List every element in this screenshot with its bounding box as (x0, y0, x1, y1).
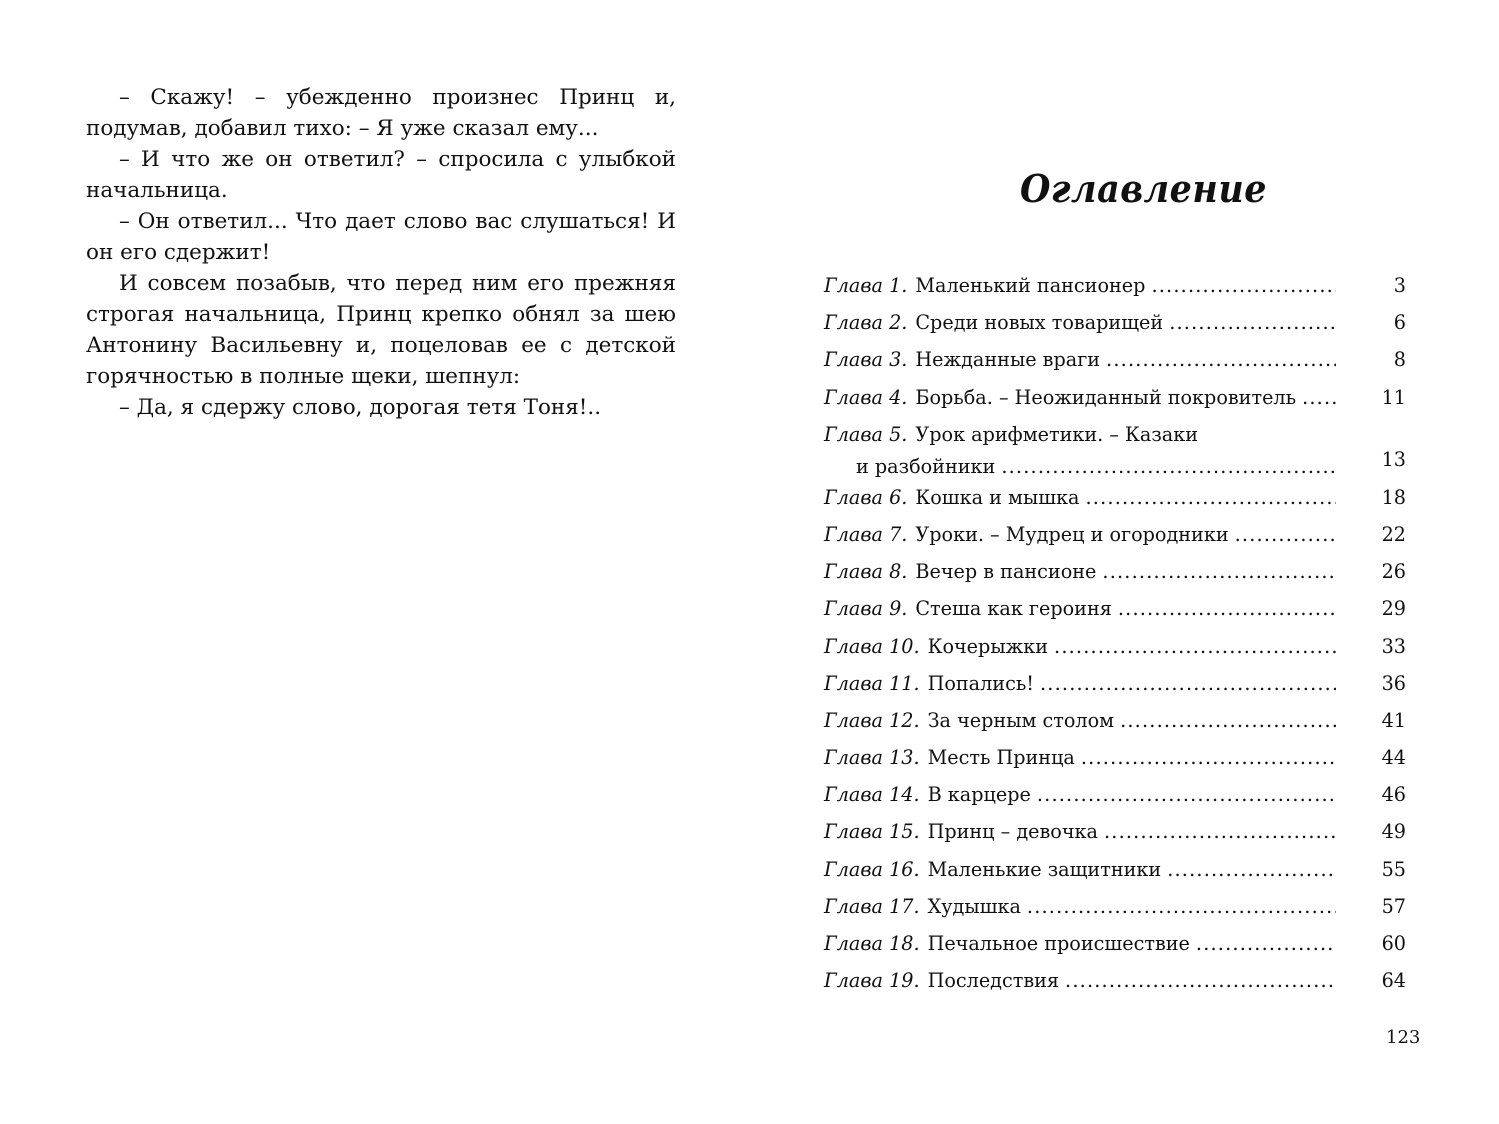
dot-leader (1167, 854, 1336, 886)
chapter-title: В карцере (927, 783, 1031, 807)
toc-entry[interactable] (824, 668, 1406, 705)
dot-leader (1235, 519, 1336, 551)
page-number: 57 (1381, 894, 1406, 918)
paragraph: – Да, я сдержу слово, дорогая тетя Тоня!.. (119, 395, 602, 420)
left-page (86, 82, 676, 423)
chapter-number: Глава 15. (824, 820, 920, 844)
chapter-title: Маленький пансионер (915, 274, 1146, 297)
page-number: 36 (1381, 671, 1406, 695)
chapter-number: Глава 19. (824, 969, 920, 993)
chapter-number: Глава 9. (824, 597, 908, 621)
dot-leader (1086, 482, 1337, 514)
toc-entry[interactable] (824, 705, 1406, 742)
chapter-title: Вечер в пансионе (915, 560, 1097, 584)
page-number: 3 (1393, 274, 1406, 297)
chapter-number: Глава 7. (824, 522, 908, 546)
toc-entry[interactable] (824, 779, 1406, 816)
toc-entry[interactable] (824, 816, 1406, 853)
dot-leader (1065, 965, 1336, 997)
chapter-title: Месть Принца (927, 746, 1075, 770)
chapter-title: Уроки. – Мудрец и огородники (915, 522, 1229, 546)
chapter-title: Среди новых товарищей (915, 311, 1164, 335)
dot-leader (1302, 382, 1336, 414)
dot-leader (1027, 891, 1336, 923)
page-number: 11 (1381, 385, 1406, 409)
right-page (824, 0, 1424, 1124)
chapter-title: Маленькие защитники (927, 857, 1162, 881)
chapter-number: Глава 14. (824, 783, 920, 807)
chapter-number: Глава 11. (824, 671, 920, 695)
chapter-number: Глава 1. (824, 274, 908, 297)
chapter-title: Кочерыжки (927, 634, 1049, 658)
page-folio: 123 (1386, 1027, 1421, 1048)
page-number: 13 (1381, 447, 1406, 471)
page-number: 29 (1381, 597, 1406, 621)
paragraph: И совсем позабыв, что перед ним его прежняя строгая начальница, Принц крепко обнял за шею Антонину Васильевну и, поцеловав ее с детской горячностью в полные щеки, шепнул: (86, 271, 676, 389)
page-number: 46 (1381, 783, 1406, 807)
dot-leader (1054, 631, 1336, 663)
page-number: 18 (1381, 485, 1406, 509)
page-number: 60 (1381, 932, 1406, 955)
chapter-number: Глава 18. (824, 932, 920, 955)
chapter-title: Принц – девочка (927, 820, 1098, 844)
toc-entry[interactable] (824, 891, 1406, 928)
chapter-number: Глава 12. (824, 708, 920, 732)
dot-leader (1106, 344, 1336, 376)
page-number: 44 (1381, 746, 1406, 770)
chapter-number: Глава 6. (824, 485, 908, 509)
dot-leader (1102, 556, 1336, 588)
paragraph: – И что же он ответил? – спросила с улыбкой начальница. (86, 147, 676, 203)
toc-entry[interactable] (824, 270, 1406, 307)
toc-entry[interactable] (824, 382, 1406, 419)
page-number: 41 (1381, 708, 1406, 732)
dot-leader (1037, 779, 1336, 811)
chapter-number: Глава 16. (824, 857, 920, 881)
toc-entry[interactable] (824, 631, 1406, 668)
chapter-number: Глава 8. (824, 560, 908, 584)
toc-entry[interactable] (824, 307, 1406, 344)
chapter-number: Глава 5. (824, 422, 908, 446)
dot-leader (1001, 451, 1336, 483)
page-number: 55 (1381, 857, 1406, 881)
paragraph: – Он ответил... Что дает слово вас слушаться! И он его сдержит! (86, 209, 676, 265)
page-number: 33 (1381, 634, 1406, 658)
dot-leader (1081, 742, 1336, 774)
dot-leader (1104, 816, 1336, 848)
dot-leader (1040, 668, 1336, 700)
paragraph: – Скажу! – убежденно произнес Принц и, подумав, добавил тихо: – Я уже сказал ему... (86, 85, 676, 141)
toc-entry[interactable] (824, 928, 1406, 965)
toc-entry[interactable] (824, 419, 1406, 482)
table-of-contents (824, 270, 1406, 1002)
chapter-title: За черным столом (927, 708, 1115, 732)
dot-leader (1120, 705, 1336, 737)
chapter-number: Глава 4. (824, 385, 908, 409)
page-number: 64 (1381, 969, 1406, 993)
toc-entry[interactable] (824, 344, 1406, 381)
page-number: 49 (1381, 820, 1406, 844)
toc-entry[interactable] (824, 965, 1406, 1002)
chapter-number: Глава 10. (824, 634, 920, 658)
toc-title: Оглавление (1020, 166, 1267, 211)
page-number: 6 (1393, 311, 1406, 335)
dot-leader (1151, 270, 1336, 302)
dot-leader (1169, 307, 1336, 339)
toc-entry[interactable] (824, 593, 1406, 630)
chapter-number: Глава 2. (824, 311, 908, 335)
chapter-number: Глава 17. (824, 894, 920, 918)
toc-entry[interactable] (824, 519, 1406, 556)
toc-entry[interactable] (824, 854, 1406, 891)
page-number: 8 (1393, 348, 1406, 372)
chapter-title: Борьба. – Неожиданный покровитель (915, 385, 1297, 409)
chapter-title: Печальное происшествие (927, 932, 1190, 955)
chapter-title: Кошка и мышка (915, 485, 1080, 509)
chapter-title: Попались! (927, 671, 1034, 695)
chapter-number: Глава 13. (824, 746, 920, 770)
toc-entry[interactable] (824, 742, 1406, 779)
chapter-title: Последствия (927, 969, 1060, 993)
dot-leader (1118, 593, 1336, 625)
chapter-title: Нежданные враги (915, 348, 1101, 372)
chapter-title-continued: и разбойники (856, 454, 996, 478)
chapter-number: Глава 3. (824, 348, 908, 372)
chapter-title: Стеша как героиня (915, 597, 1112, 621)
toc-entry[interactable] (824, 482, 1406, 519)
page-number: 22 (1381, 522, 1406, 546)
chapter-title: Урок арифметики. – Казаки (915, 422, 1199, 446)
chapter-title: Худышка (927, 894, 1021, 918)
dot-leader (1196, 928, 1336, 960)
page-number: 26 (1381, 560, 1406, 584)
toc-entry[interactable] (824, 556, 1406, 593)
